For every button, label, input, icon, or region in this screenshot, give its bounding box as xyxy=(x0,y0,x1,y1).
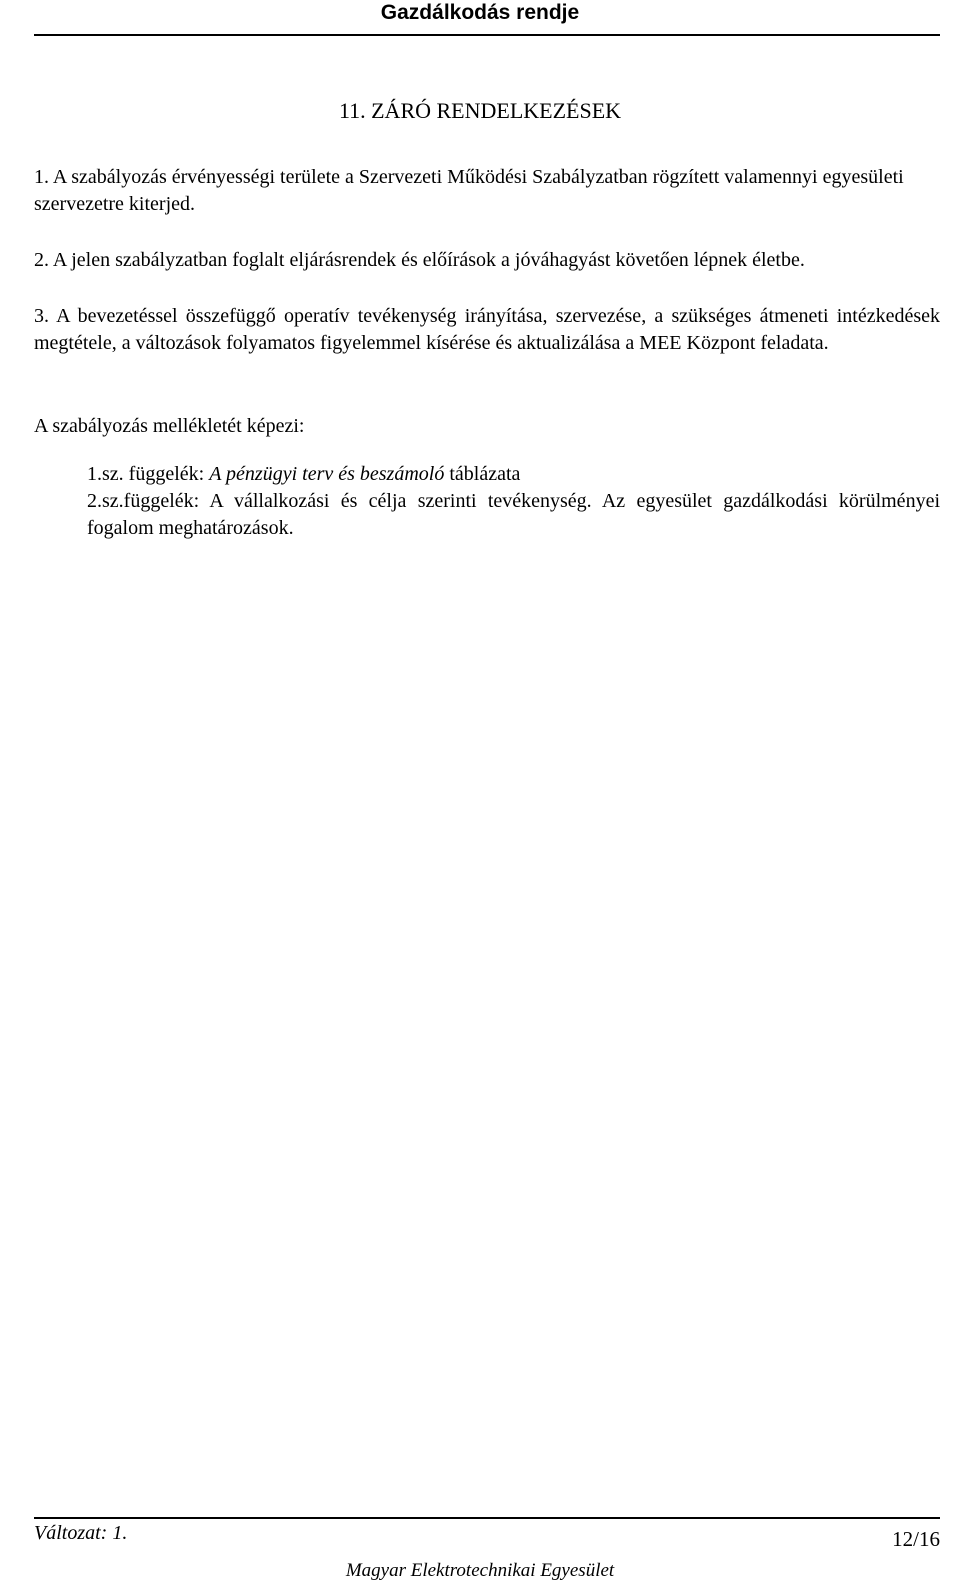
appendix-item-1-title: A pénzügyi terv és beszámoló xyxy=(209,463,445,485)
paragraph-2-number: 2. xyxy=(34,249,49,271)
footer-organization: Magyar Elektrotechnikai Egyesület xyxy=(345,1560,615,1581)
page-number: 12/16 xyxy=(892,1527,940,1551)
page-header-title: Gazdálkodás rendje xyxy=(380,1,580,24)
paragraph-3-number: 3. xyxy=(34,305,49,327)
footer-divider xyxy=(34,1517,940,1519)
paragraph-3-text: A bevezetéssel összefüggő operatív tevékenység irányítása, szervezése, a szükséges átmeneti intézkedések megtétele, a változások folyamatos figyelemmel kísérése és aktualizálása a MEE Központ feladata. xyxy=(34,305,940,354)
footer-version: Változat: 1. xyxy=(34,1522,128,1544)
appendix-item-2: 2.sz.függelék: A vállalkozási és célja szerinti tevékenység. Az egyesület gazdálkodási körülményei fogalom meghatározások. xyxy=(87,490,940,539)
appendix-intro: A szabályozás mellékletét képezi: xyxy=(34,415,305,437)
paragraph-2 xyxy=(34,247,940,274)
paragraph-3 xyxy=(34,303,940,357)
paragraph-1 xyxy=(34,164,940,218)
section-title: 11. ZÁRÓ RENDELKEZÉSEK xyxy=(338,98,622,123)
paragraph-1-text: A szabályozás érvényességi területe a Szervezeti Működési Szabályzatban rögzített valamennyi egyesületi szervezetre kiterjed. xyxy=(34,166,904,215)
paragraph-1-number: 1. xyxy=(34,166,49,188)
appendix-item-1 xyxy=(87,461,940,488)
appendix-item-1-suffix: táblázata xyxy=(444,463,521,485)
paragraph-2-text: A jelen szabályzatban foglalt eljárásrendek és előírások a jóváhagyást követően lépnek életbe. xyxy=(52,249,805,271)
appendix-item-1-prefix: 1.sz. függelék: xyxy=(87,463,210,485)
header-divider xyxy=(34,34,940,36)
